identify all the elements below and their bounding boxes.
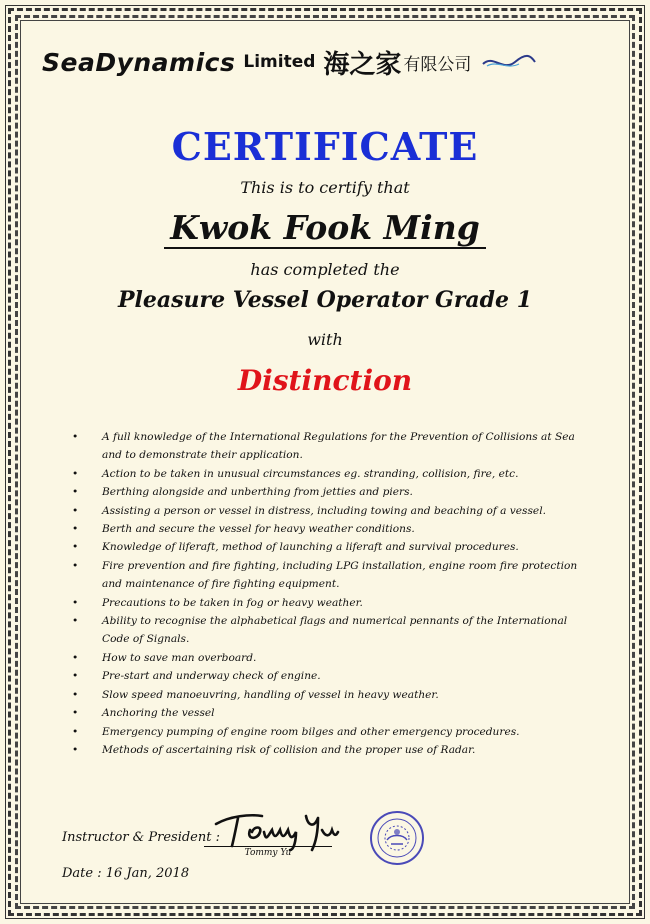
certificate-title: CERTIFICATE [171,124,479,169]
list-item: • Assisting a person or vessel in distress, including towing and beaching of a vessel. [70,502,590,520]
list-item: • Berthing alongside and unberthing from jetties and piers. [70,483,590,501]
signatory-name: Tommy Yu [244,848,292,858]
brand-suffix: Limited [243,52,316,72]
list-item: • Berth and secure the vessel for heavy weather conditions. [70,520,590,538]
recipient-name-wrapper [0,208,650,247]
list-item: • A full knowledge of the International Regulations for the Prevention of Collisions at Sea and to demonstrate their application. [70,428,590,465]
competency-list [70,428,590,759]
signatory-label: Instructor & President : [62,830,220,845]
list-item: • Slow speed manoeuvring, handling of vessel in heavy weather. [70,686,590,704]
signature-line [204,846,332,847]
list-item: • Fire prevention and fire fighting, including LPG installation, engine room fire protection and maintenance of fire fighting equipment. [70,557,590,594]
course-name: Pleasure Vessel Operator Grade 1 [117,287,533,313]
list-item: • Precautions to be taken in fog or heavy weather. [70,594,590,612]
list-item: • Action to be taken in unusual circumstances eg. stranding, collision, fire, etc. [70,465,590,483]
chinese-brand-suffix: 有限公司 [403,54,472,75]
list-item: • Pre-start and underway check of engine. [70,667,590,685]
list-item: • Emergency pumping of engine room bilges and other emergency procedures. [70,723,590,741]
chinese-brand-name: 海之家 [323,49,402,80]
wave-logo-icon [481,50,537,74]
intro-text: This is to certify that [240,178,410,197]
list-item: • Ability to recognise the alphabetical flags and numerical pennants of the International Code of Signals. [70,612,590,649]
list-item: • Methods of ascertaining risk of collision and the proper use of Radar. [70,741,590,759]
company-seal-icon [369,810,425,866]
list-item: • How to save man overboard. [70,649,590,667]
list-item: • Anchoring the vessel [70,704,590,722]
grade-distinction: Distinction [237,364,413,397]
list-item: • Knowledge of liferaft, method of launching a liferaft and survival procedures. [70,538,590,556]
brand-name: SeaDynamics [42,47,236,77]
recipient-name: Kwok Fook Ming [164,208,486,249]
with-text: with [307,330,343,349]
completed-text: has completed the [250,260,400,279]
company-header [42,44,612,80]
issue-date: Date : 16 Jan, 2018 [62,866,190,881]
